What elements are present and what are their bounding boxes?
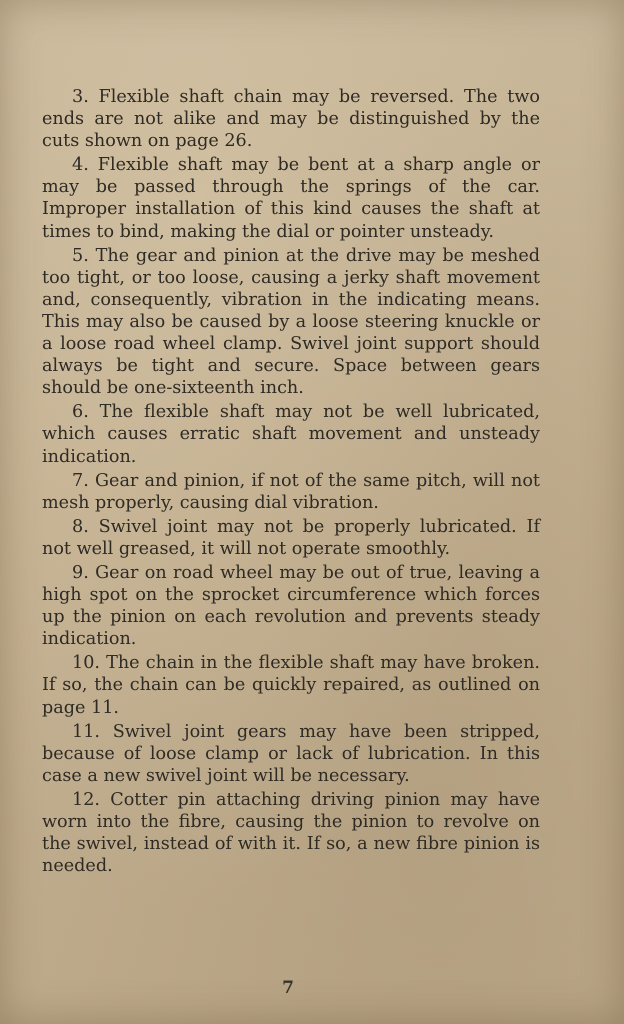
page-number: 7	[282, 978, 294, 998]
body-text	[42, 86, 540, 877]
paragraph-item-3: 3. Flexible shaft chain may be reversed. The two ends are not alike and may be distinguished by the cuts shown on page 26.	[42, 87, 540, 152]
paragraph-item-4: 4. Flexible shaft may be bent at a sharp angle or may be passed through the springs of the car. Improper installation of this kind causes the shaft at times to bind, making the dial or pointer unsteady.	[42, 155, 540, 242]
paragraph-item-5: 5. The gear and pinion at the drive may be meshed too tight, or too loose, causing a jerky shaft movement and, consequently, vibration in the indicating means. This may also be caused by a loose steering knuckle or a loose road wheel clamp. Swivel joint support should always be tight and secure. Space between gears should be one-sixteenth inch.	[42, 245, 540, 399]
paragraph-item-7: 7. Gear and pinion, if not of the same pitch, will not mesh properly, causing dial vibration.	[42, 470, 540, 513]
paragraph-item-6: 6. The flexible shaft may not be well lubricated, which causes erratic shaft movement and unsteady indication.	[42, 402, 540, 467]
paragraph-item-10: 10. The chain in the flexible shaft may have broken. If so, the chain can be quickly repaired, as outlined on page 11.	[42, 653, 540, 718]
paragraph-item-12: 12. Cotter pin attaching driving pinion may have worn into the fibre, causing the pinion to revolve on the swivel, instead of with it. If so, a new fibre pinion is needed.	[42, 789, 540, 877]
paragraph-item-9: 9. Gear on road wheel may be out of true, leaving a high spot on the sprocket circumference which forces up the pinion on each revolution and prevents steady indication.	[42, 562, 540, 650]
paragraph-item-8: 8. Swivel joint may not be properly lubricated. If not well greased, it will not operate smoothly.	[42, 516, 540, 559]
paragraph-item-11: 11. Swivel joint gears may have been stripped, because of loose clamp or lack of lubrication. In this case a new swivel joint will be necessary.	[42, 721, 540, 786]
